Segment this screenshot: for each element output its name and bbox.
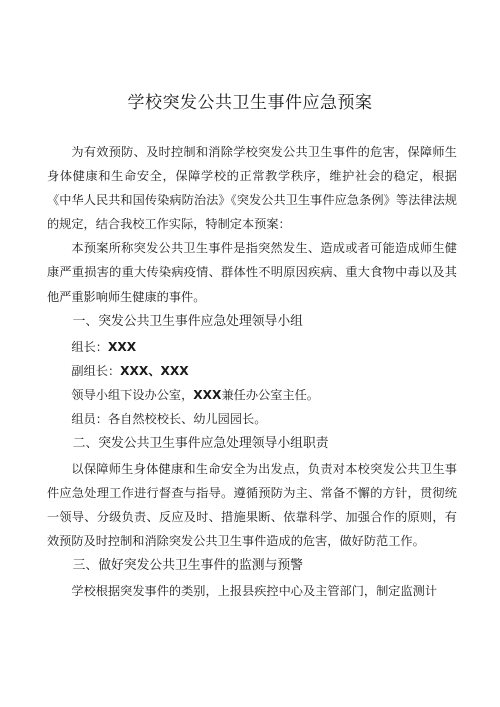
duties-paragraph: 以保障师生身体健康和生命安全为出发点，负责对本校突发公共卫生事件应急处理工作进行督查与指导。遵循预防为主、常备不懈的方针，贯彻统一领导、分级负责、反应及时、措施果断、依靠科学、加强合作的原则，有效预防及时控制和消除突发公共卫生事件造成的危害，做好防范工作。: [47, 462, 457, 549]
office-line: [47, 383, 457, 407]
section-heading-1: 一、突发公共卫生事件应急处理领导小组: [72, 313, 303, 329]
definition-paragraph: 本预案所称突发公共卫生事件是指突然发生、造成或者可能造成师生健康严重损害的重大传染病疫情、群体性不明原因疾病、重大食物中毒以及其他严重影响师生健康的事件。: [47, 241, 457, 304]
leader-label: 组长：: [71, 339, 108, 354]
document-body: [47, 140, 457, 604]
office-name: XXX: [193, 387, 222, 402]
members-line: 组员：各自然校校长、幼儿园园长。: [71, 411, 267, 426]
monitoring-paragraph: 学校根据突发事件的类别，上报县疾控中心及主管部门，制定监测计: [71, 584, 438, 599]
office-suffix: 兼任办公室主任。: [221, 387, 319, 402]
document-title: 学校突发公共卫生事件应急预案: [127, 93, 373, 113]
deputy-label: 副组长：: [71, 363, 121, 378]
section-heading-3: 三、做好突发公共卫生事件的监测与预警: [72, 558, 303, 574]
intro-paragraph: 为有效预防、及时控制和消除学校突发公共卫生事件的危害，保障师生身体健康和生命安全，保障学校的正常教学秩序，维护社会的稳定，根据《中华人民共和国传染病防治法》《突发公共卫生事件应急条例》等法律法规的规定，结合我校工作实际，特制定本预案：: [47, 145, 457, 232]
deputy-value: XXX、XXX: [120, 363, 189, 378]
leader-value: XXX: [107, 339, 137, 354]
section-heading-2: 二、突发公共卫生事件应急处理领导小组职责: [72, 436, 329, 452]
deputy-line: [47, 359, 457, 383]
office-prefix: 领导小组下设办公室，: [71, 387, 194, 402]
leader-line: [47, 335, 457, 359]
